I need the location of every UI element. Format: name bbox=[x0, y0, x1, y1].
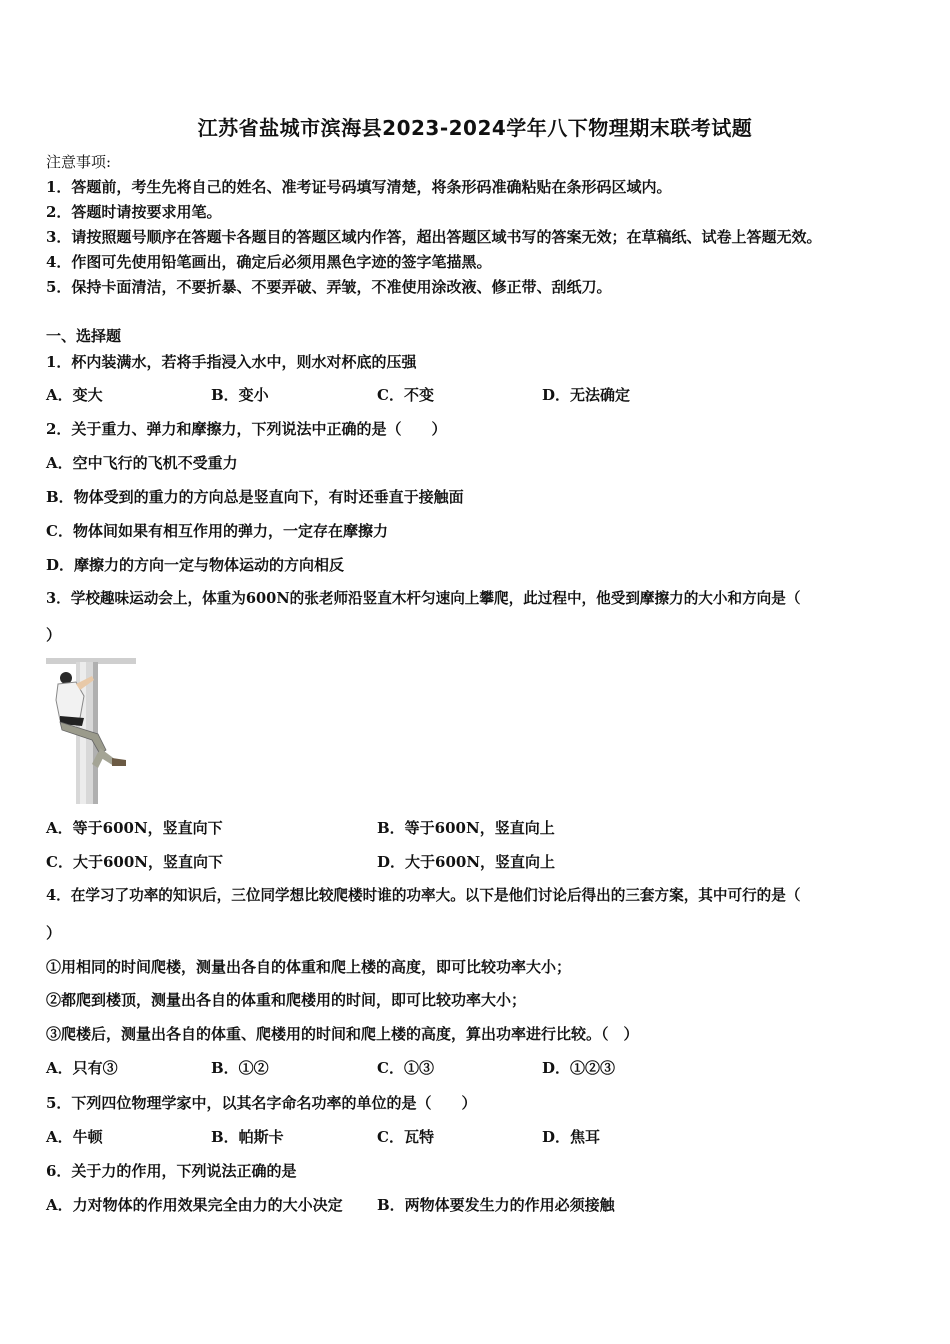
question-2-stem: 2．关于重力、弹力和摩擦力，下列说法中正确的是（ ） bbox=[46, 420, 447, 438]
q1-option-b: B．变小 bbox=[211, 386, 269, 404]
page-title: 江苏省盐城市滨海县2023-2024学年八下物理期末联考试题 bbox=[197, 116, 753, 140]
q1-option-d: D．无法确定 bbox=[542, 386, 631, 404]
q3-option-a: A．等于600N，竖直向下 bbox=[46, 819, 223, 837]
q6-option-b: B．两物体要发生力的作用必须接触 bbox=[377, 1196, 615, 1214]
q5-option-c: C．瓦特 bbox=[377, 1128, 434, 1146]
q1-option-c: C．不变 bbox=[377, 386, 434, 404]
q3-option-d: D．大于600N，竖直向上 bbox=[377, 853, 556, 871]
climbing-teacher-figure bbox=[46, 656, 138, 804]
notice-item: 3．请按照题号顺序在答题卡各题目的答题区域内作答，超出答题区域书写的答案无效；在草稿纸、试卷上答题无效。 bbox=[46, 228, 822, 246]
q6-option-a: A．力对物体的作用效果完全由力的大小决定 bbox=[46, 1196, 343, 1214]
notice-item: 2．答题时请按要求用笔。 bbox=[46, 203, 222, 221]
q2-option-c: C．物体间如果有相互作用的弹力，一定存在摩擦力 bbox=[46, 522, 388, 540]
q3-option-b: B．等于600N，竖直向上 bbox=[377, 819, 555, 837]
q5-option-a: A．牛顿 bbox=[46, 1128, 103, 1146]
notice-item: 4．作图可先使用铅笔画出，确定后必须用黑色字迹的签字笔描黑。 bbox=[46, 253, 492, 271]
q5-option-b: B．帕斯卡 bbox=[211, 1128, 284, 1146]
q4-option-b: B．①② bbox=[211, 1059, 269, 1077]
notice-heading: 注意事项: bbox=[46, 153, 112, 171]
question-5-stem: 5．下列四位物理学家中，以其名字命名功率的单位的是（ ） bbox=[46, 1094, 477, 1112]
q4-option-c: C．①③ bbox=[377, 1059, 434, 1077]
question-4-stem-end: ） bbox=[46, 924, 62, 942]
section-heading: 一、选择题 bbox=[46, 327, 122, 345]
q3-option-c: C．大于600N，竖直向下 bbox=[46, 853, 223, 871]
q5-option-d: D．焦耳 bbox=[542, 1128, 601, 1146]
q4-plan-2: ②都爬到楼顶，测量出各自的体重和爬楼用的时间，即可比较功率大小； bbox=[46, 991, 527, 1009]
notice-item: 5．保持卡面清洁，不要折暴、不要弄破、弄皱，不准使用涂改液、修正带、刮纸刀。 bbox=[46, 278, 612, 296]
q4-plan-3: ③爬楼后，测量出各自的体重、爬楼用的时间和爬上楼的高度，算出功率进行比较。（ ） bbox=[46, 1025, 639, 1043]
q2-option-d: D．摩擦力的方向一定与物体运动的方向相反 bbox=[46, 556, 345, 574]
q2-option-b: B．物体受到的重力的方向总是竖直向下，有时还垂直于接触面 bbox=[46, 488, 464, 506]
notice-item: 1．答题前，考生先将自己的姓名、准考证号码填写清楚，将条形码准确粘贴在条形码区域内。 bbox=[46, 178, 672, 196]
q1-option-a: A．变大 bbox=[46, 386, 103, 404]
question-1-stem: 1．杯内装满水，若将手指浸入水中，则水对杯底的压强 bbox=[46, 353, 417, 371]
q4-plan-1: ①用相同的时间爬楼，测量出各自的体重和爬上楼的高度，即可比较功率大小； bbox=[46, 958, 572, 976]
question-3-stem-end: ） bbox=[46, 626, 62, 644]
q2-option-a: A．空中飞行的飞机不受重力 bbox=[46, 454, 238, 472]
question-6-stem: 6．关于力的作用，下列说法正确的是 bbox=[46, 1162, 297, 1180]
q4-option-a: A．只有③ bbox=[46, 1059, 118, 1077]
question-3-stem: 3．学校趣味运动会上，体重为600N的张老师沿竖直木杆匀速向上攀爬，此过程中，他受到摩擦力的大小和方向是（ bbox=[46, 590, 801, 607]
question-4-stem: 4．在学习了功率的知识后，三位同学想比较爬楼时谁的功率大。以下是他们讨论后得出的三套方案，其中可行的是（ bbox=[46, 887, 801, 904]
q4-option-d: D．①②③ bbox=[542, 1059, 616, 1077]
